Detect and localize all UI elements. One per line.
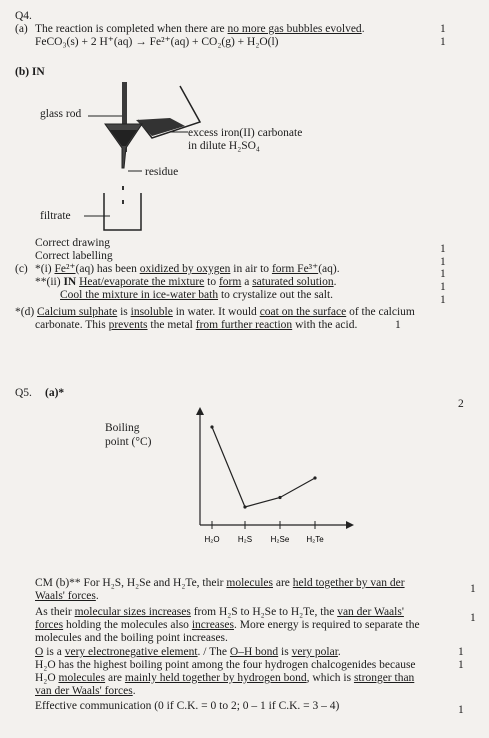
q5a-mark: 2 bbox=[458, 398, 464, 410]
q5b-line8: H₂O molecules are mainly held together by hydrogen bond, which is stronger than bbox=[35, 672, 415, 684]
chart-ylabel-2: point (°C) bbox=[105, 436, 152, 448]
x-tick-label: H₂Te bbox=[306, 535, 324, 544]
data-point bbox=[313, 476, 316, 479]
q5-number: Q5. bbox=[15, 387, 32, 399]
q4d-line2: carbonate. This prevents the metal from further reaction with the acid. bbox=[35, 319, 358, 331]
q5b-line2: Waals' forces. bbox=[35, 590, 99, 602]
q5b-mark-4: 1 bbox=[458, 659, 464, 671]
q5b-line4: forces holding the molecules also increases. More energy is required to separate the bbox=[35, 619, 420, 631]
q5a-label: (a)* bbox=[45, 387, 65, 399]
q5b-line9: van der Waals' forces. bbox=[35, 685, 136, 697]
q4a-mark-1: 1 bbox=[440, 23, 446, 35]
x-tick-label: H₂O bbox=[204, 535, 220, 544]
q5b-line5: molecules and the boiling point increases. bbox=[35, 632, 228, 644]
q4c-ii: **(ii) IN Heat/evaporate the mixture to form a saturated solution. bbox=[35, 276, 337, 288]
q5b-mark-5: 1 bbox=[458, 704, 464, 716]
boiling-point-line bbox=[212, 427, 315, 507]
q5b-mark-3: 1 bbox=[458, 646, 464, 658]
q5b-effective: Effective communication (0 if C.K. = 0 to 2; 0 – 1 if C.K. = 3 – 4) bbox=[35, 700, 340, 712]
q4b-correct-labelling: Correct labelling bbox=[35, 250, 113, 262]
lower-beaker bbox=[104, 193, 141, 230]
q4c-ii-cont: Cool the mixture in ice-water bath to crystalize out the salt. bbox=[60, 289, 334, 301]
q5b-mark-1: 1 bbox=[470, 583, 476, 595]
q4a-equation: FeCO₃(s) + 2 H⁺(aq) → Fe²⁺(aq) + CO₂(g) + H₂O(l) bbox=[35, 36, 279, 48]
beaker-liquid bbox=[136, 118, 185, 136]
q4c-label: (c) bbox=[15, 263, 28, 275]
data-point bbox=[243, 505, 246, 508]
q4a-label: (a) bbox=[15, 23, 28, 35]
data-point bbox=[210, 425, 213, 428]
q4b-label: (b) IN bbox=[15, 66, 45, 78]
q4d-mark: 1 bbox=[395, 319, 401, 331]
q4c-mark-3: 1 bbox=[440, 294, 446, 306]
q5b-line3: As their molecular sizes increases from H₂S to H₂Se to H₂Te, the van der Waals' bbox=[35, 606, 404, 618]
x-axis-arrow bbox=[346, 521, 354, 529]
q5b-mark-2: 1 bbox=[470, 612, 476, 624]
x-tick-label: H₂S bbox=[237, 535, 253, 544]
label-excess-2: in dilute H₂SO₄ bbox=[188, 140, 260, 152]
q4a-line1: The reaction is completed when there are no more gas bubbles evolved. bbox=[35, 23, 365, 35]
label-excess-1: excess iron(II) carbonate bbox=[188, 127, 303, 139]
label-glass-rod: glass rod bbox=[40, 108, 82, 120]
x-tick-label: H₂Se bbox=[270, 535, 290, 544]
q4d-line1: *(d) Calcium sulphate is insoluble in water. It would coat on the surface of the calcium bbox=[15, 306, 415, 318]
q4a-mark-2: 1 bbox=[440, 36, 446, 48]
label-residue: residue bbox=[145, 166, 179, 178]
q4c-i: *(i) Fe²⁺(aq) has been oxidized by oxygen in air to form Fe³⁺(aq). bbox=[35, 263, 340, 275]
chart-ylabel-1: Boiling bbox=[105, 422, 140, 434]
label-filtrate: filtrate bbox=[40, 210, 71, 222]
q4b-mark-2: 1 bbox=[440, 256, 446, 268]
y-axis-arrow bbox=[196, 407, 204, 415]
data-point bbox=[278, 496, 281, 499]
q4b-mark-1: 1 bbox=[440, 243, 446, 255]
q4b-correct-drawing: Correct drawing bbox=[35, 237, 111, 249]
q5b-line1: CM (b)** For H₂S, H₂Se and H₂Te, their molecules are held together by van der bbox=[35, 577, 405, 589]
q5b-line7: H₂O has the highest boiling point among the four hydrogen chalcogenides because bbox=[35, 659, 416, 671]
boiling-point-chart bbox=[170, 405, 360, 555]
q4-number: Q4. bbox=[15, 10, 32, 22]
q5b-line6: O is a very electronegative element. / The O–H bond is very polar. bbox=[35, 646, 341, 658]
q4c-mark-1: 1 bbox=[440, 268, 446, 280]
q4c-mark-2: 1 bbox=[440, 281, 446, 293]
